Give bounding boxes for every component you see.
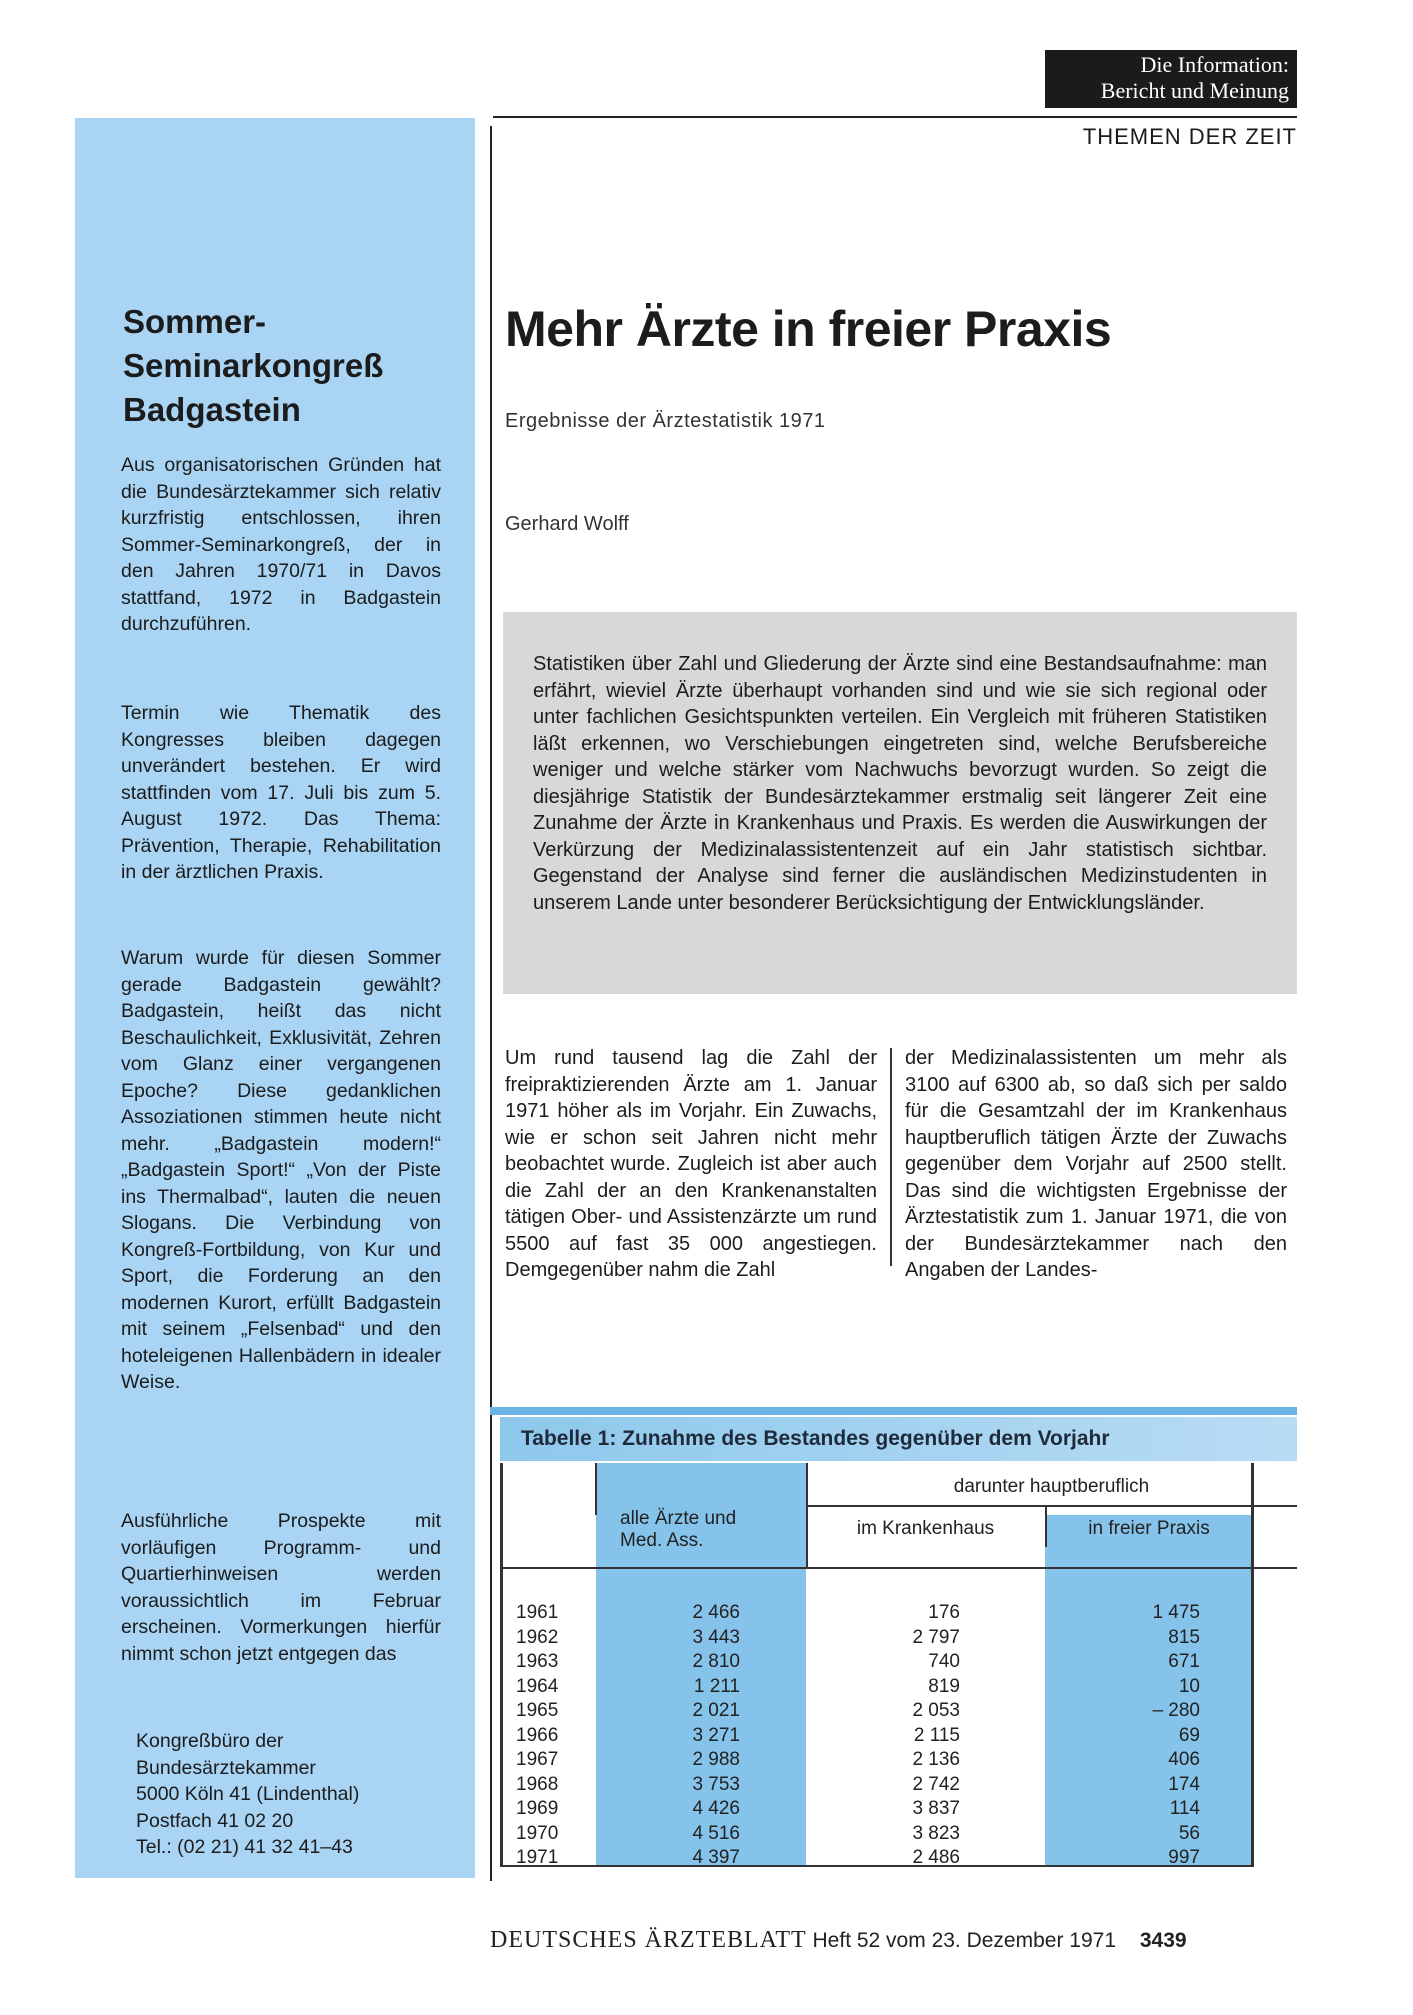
table-cell-all: 4 516 xyxy=(692,1822,740,1844)
table-cell-hospital: 3 823 xyxy=(912,1822,960,1844)
table-cell-all: 3 753 xyxy=(692,1773,740,1795)
footer-issue: Heft 52 vom 23. Dezember 1971 xyxy=(812,1929,1117,1952)
article-author: Gerhard Wolff xyxy=(505,513,629,535)
table-cell-practice: 174 xyxy=(1168,1773,1200,1795)
table-cell-year: 1968 xyxy=(516,1773,559,1795)
table-rule xyxy=(595,1463,597,1515)
address-line: Tel.: (02 21) 41 32 41–43 xyxy=(136,1836,353,1858)
footer-page-number: 3439 xyxy=(1139,1929,1187,1952)
sidebar-title: Sommer-Seminarkongreß Badgastein xyxy=(123,303,384,428)
table-cell-all: 2 988 xyxy=(692,1749,740,1770)
table-cell-all: 1 211 xyxy=(693,1675,740,1697)
table-cell-year: 1966 xyxy=(516,1724,559,1746)
address-line: Postfach 41 02 20 xyxy=(136,1809,294,1832)
table-cell-all: 3 271 xyxy=(692,1724,740,1746)
table-header-hospital: im Krankenhaus xyxy=(856,1518,995,1539)
table-cell-practice: 406 xyxy=(1168,1749,1200,1770)
body-column-2: der Medizinalassistenten um mehr als 3100 auf 6300 ab, so daß sich per saldo für die Gesamtzahl der im Krankenhaus hauptberuflich tätigen Ärzte der Zuwachs gegenüber dem Vorjahr auf 2500 stellt. Das sind die wichtigsten Ergebnisse der Ärztestatistik zum 1. Januar 1971, die von der Bundesärztekammer nach den Angaben der Landes- xyxy=(905,1047,1287,1281)
table-cell-year: 1969 xyxy=(516,1798,559,1819)
table-cell-year: 1962 xyxy=(516,1626,559,1648)
table-cell-year: 1971 xyxy=(516,1847,559,1868)
table-cell-hospital: 2 053 xyxy=(912,1700,960,1721)
table-top-stripe xyxy=(490,1407,1297,1415)
table-cell-all: 3 443 xyxy=(692,1626,740,1648)
table-cell-all: 2 466 xyxy=(692,1602,740,1623)
table-cell-hospital: 2 486 xyxy=(912,1847,960,1868)
column-divider xyxy=(490,126,492,1881)
table-cell-hospital: 2 115 xyxy=(913,1724,960,1746)
table-cell-practice: 997 xyxy=(1168,1847,1200,1868)
table-cell-practice: – 280 xyxy=(1152,1700,1200,1721)
table-header-group: darunter hauptberuflich xyxy=(953,1476,1150,1497)
table-cell-hospital: 2 797 xyxy=(912,1626,960,1648)
table-cell-hospital: 819 xyxy=(928,1675,960,1697)
table-header-practice: in freier Praxis xyxy=(1088,1518,1210,1539)
table-all-column xyxy=(640,1601,740,1871)
table-cell-year: 1965 xyxy=(516,1700,559,1721)
page-footer xyxy=(490,1927,1297,1954)
table-rule xyxy=(806,1505,1297,1507)
table-cell-year: 1963 xyxy=(516,1651,559,1672)
table-hospital-column xyxy=(860,1601,960,1871)
table-cell-hospital: 2 742 xyxy=(912,1773,960,1795)
article-subtitle: Ergebnisse der Ärztestatistik 1971 xyxy=(505,410,826,432)
table-cell-practice: 671 xyxy=(1168,1651,1200,1672)
table-cell-hospital: 176 xyxy=(928,1602,960,1623)
footer-journal: DEUTSCHES ÄRZTEBLATT xyxy=(490,1927,807,1953)
table-cell-practice: 815 xyxy=(1168,1626,1200,1648)
sidebar-paragraph: Aus organisatorischen Gründen hat die Bundesärztekammer sich relativ kurzfristig entschlossen, ihren Sommer-Seminarkongreß, der in den Jahren 1970/71 in Davos stattfand, 1972 in Badgastein durchzuführen. xyxy=(121,454,441,635)
table-caption: Tabelle 1: Zunahme des Bestandes gegenüber dem Vorjahr xyxy=(521,1427,1110,1450)
table-cell-year: 1964 xyxy=(516,1675,559,1697)
abstract-text: Statistiken über Zahl und Gliederung der Ärzte sind eine Bestandsaufnahme: man erfährt, wieviel Ärzte überhaupt vorhanden sind und wie sie sich regional oder unter fachlichen Gesichtspunkten verteilen. Ein Vergleich mit früheren Statistiken läßt erkennen, wo Verschiebungen eingetreten sind, welche Berufsbereiche weniger und welche stärker vom Nachwuchs bevorzugt wurden. So zeigt die diesjährige Statistik der Bundesärztekammer erstmalig seit längerer Zeit eine Zunahme der Ärzte in Krankenhaus und Praxis. Es werden die Auswirkungen der Verkürzung der Medizinalassistentenzeit auf ein Jahr statistisch sichtbar. Gegenstand der Analyse sind ferner die ausländischen Medizinstudenten in unserem Lande unter besonderer Berücksichtigung der Entwicklungsländer. xyxy=(533,653,1267,914)
article-title: Mehr Ärzte in freier Praxis xyxy=(505,301,1112,357)
table-rule xyxy=(500,1567,1297,1569)
table-cell-practice: 1 475 xyxy=(1152,1602,1200,1623)
header-rule xyxy=(493,116,1297,118)
table-cell-all: 4 397 xyxy=(692,1847,740,1868)
body-column-1: Um rund tausend lag die Zahl der freipraktizierenden Ärzte am 1. Januar 1971 höher als im Vorjahr. Ein Zuwachs, wie er schon seit Jahren nicht mehr beobachtet wurde. Zugleich ist aber auch die Zahl der an den Krankenanstalten tätigen Ober- und Assistenzärzte um rund 5500 auf fast 35 000 angestiegen. Demgegenüber nahm die Zahl xyxy=(505,1047,877,1281)
table-rule xyxy=(500,1463,503,1867)
table-cell-practice: 114 xyxy=(1169,1798,1200,1819)
table-cell-hospital: 740 xyxy=(928,1651,960,1672)
table-rule xyxy=(1251,1463,1254,1867)
table-cell-year: 1967 xyxy=(516,1749,559,1770)
table-cell-all: 4 426 xyxy=(692,1798,740,1819)
badge-line-2: Bericht und Meinung xyxy=(1100,78,1289,103)
sidebar-paragraph: Warum wurde für diesen Sommer gerade Badgastein gewählt? Badgastein, heißt das nicht Beschaulichkeit, Exklusivität, Zehren vom Glanz einer vergangenen Epoche? Diese gedanklichen Assoziationen stimmen heute nicht mehr. „Badgastein modern!“ „Badgastein Sport!“ „Von der Piste ins Thermalbad“, lauten die neuen Slogans. Die Verbindung von Kongreß-Fortbildung, von Kur und Sport, die Forderung an den modernen Kurort, erfüllt Badgastein mit seinem „Felsenbad“ und den hoteleigenen Hallenbädern in idealer Weise. xyxy=(121,947,441,1393)
table-cell-practice: 56 xyxy=(1178,1822,1200,1844)
table-cell-hospital: 3 837 xyxy=(912,1798,960,1819)
table-cell-year: 1970 xyxy=(516,1822,559,1844)
table-cell-all: 2 021 xyxy=(692,1700,740,1721)
table-header-all: alle Ärzte und Med. Ass. xyxy=(620,1508,737,1551)
sidebar-paragraph: Termin wie Thematik des Kongresses bleiben dagegen unverändert bestehen. Er wird stattfinden vom 17. Juli bis zum 5. August 1972. Das Thema: Prävention, Therapie, Rehabilitation in der ärztlichen Praxis. xyxy=(121,702,441,883)
section-label: THEMEN DER ZEIT xyxy=(1082,124,1297,149)
table-practice-column xyxy=(1100,1601,1200,1871)
column-rule xyxy=(890,1048,892,1266)
table-cell-year: 1961 xyxy=(516,1602,559,1623)
sidebar-paragraph: Ausführliche Prospekte mit vorläufigen Programm- und Quartierhinweisen werden voraussichtlich im Februar erscheinen. Vormerkungen hierfür nimmt schon jetzt entgegen das xyxy=(121,1510,441,1665)
badge-line-1: Die Information: xyxy=(1140,52,1289,77)
table-year-column xyxy=(516,1601,586,1871)
section-badge xyxy=(1045,50,1297,108)
table-cell-all: 2 810 xyxy=(692,1651,740,1672)
address-line: 5000 Köln 41 (Lindenthal) xyxy=(136,1783,360,1805)
address-line: Kongreßbüro der Bundesärztekammer xyxy=(136,1730,316,1779)
table-cell-practice: 10 xyxy=(1178,1675,1200,1697)
table-cell-practice: 69 xyxy=(1178,1724,1200,1746)
sidebar-address xyxy=(136,1728,456,1861)
table-cell-hospital: 2 136 xyxy=(912,1749,960,1770)
